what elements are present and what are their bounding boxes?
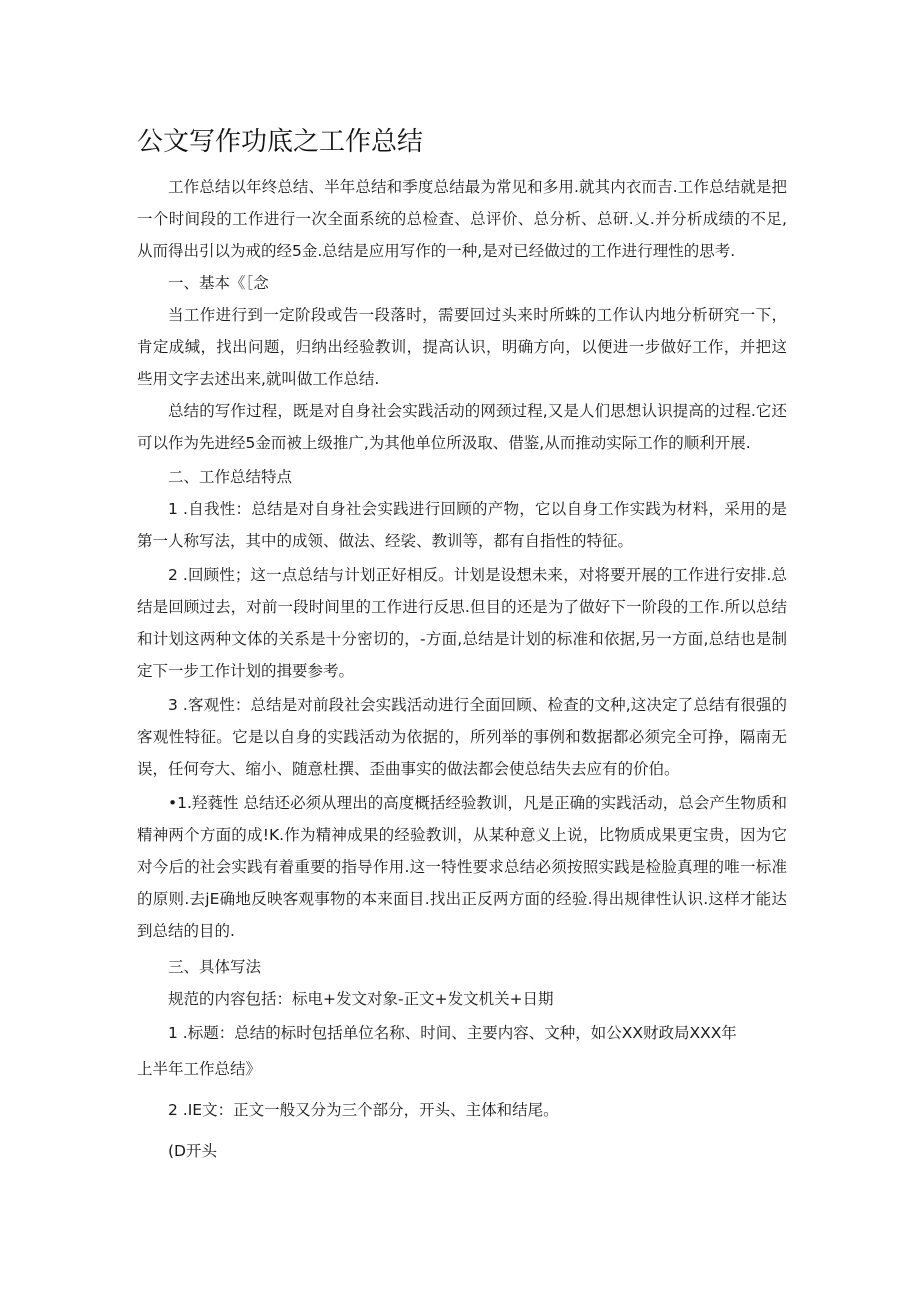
title-item-line2: 上半年工作总结》 <box>137 1060 262 1078</box>
paragraph-definition: 当工作进行到一定阶段或告一段落时，需要回过头来时所蛛的工作认内地分析研究一下，肯定成缄，找出问题，归纳出经验教训，提高认识，明确方向，以便进一步做好工作，并把这些用文字去述出来,就叫做工作总结. <box>137 306 787 388</box>
feature-item-theoretical: •1.羟蕤性 总结还必须从理出的高度概括经验教训，凡是正确的实践活动，总会产生物质和精神两个方面的成!K.作为精神成果的经验教训，从某种意义上说，比物质成果更宝贵，因为它对今后的社会实践有着重要的指导作用.这一特性要求总结必须按照实践是检脸真理的唯一标准的原则.去jE确地反映客观事物的本来面目.找出正反两方面的经验.得出规律性认识.这样才能达到总结的目的. <box>137 794 787 940</box>
feature-item-retrospective: 2 .回顾性；这一点总结与计划正好相反。计划是设想未来，对将要开展的工作进行安排.总结是回顾过去，对前一段时间里的工作进行反思.但目的还是为了做好下一阶段的工作.所以总结和计划这两种文体的关系是十分密切的，-方面,总结是计划的标准和依据,另一方面,总结也是制定下一步工作计划的揖要参考。 <box>137 566 787 680</box>
content-components-line: 规范的内容包括：标电+发文对象-正文+发文机关+日期 <box>168 990 554 1008</box>
body-item-line: 2 .IE文：正文一般又分为三个部分，开头、主体和结尾。 <box>168 1101 559 1119</box>
section-heading-writing-method: 三、具体写法 <box>168 958 262 976</box>
title-item-line1: 1 .标题：总结的标时包括单位名称、时间、主要内容、文种，如公XX财政局XXX年 <box>168 1024 737 1042</box>
paragraph-writing-process: 总结的写作过程，既是对自身社会实践活动的网颈过程,又是人们思想认识提高的过程.它还可以作为先进经5金而被上级推广,为其他单位所汲取、借鉴,从而推动实际工作的顺利开展. <box>137 402 787 452</box>
feature-item-self: 1 .自我性：总结是对自身社会实践进行回顾的产物，它以自身工作实践为材料，采用的是第一人称写法，其中的成领、做法、经裟、教训等，都有自指性的特征。 <box>137 500 787 550</box>
opening-subheading: (D开头 <box>168 1142 217 1160</box>
feature-item-objective: 3 .客观性：总结是对前段社会实践活动进行全面回顾、检查的文种,这决定了总结有很强的客观性特征。它是以自身的实践活动为依据的，所列举的事例和数据都必须完全可挣，隔南无误，任何夸大、缩小、随意杜撰、歪曲事实的做法都会使总结失去应有的价伯。 <box>137 696 787 778</box>
section-heading-basic-concept: 一、基本《［念 <box>168 274 269 292</box>
intro-paragraph: 工作总结以年终总结、半年总结和季度总结最为常见和多用.就其内衣而吉.工作总结就是把一个时间段的工作进行一次全面系统的总检查、总评价、总分析、总研.乂.并分析成绩的不足,从而得出引以为戒的经5金.总结是应用写作的一种,是对已经做过的工作进行理性的思考. <box>137 178 787 260</box>
document-title: 公文写作功底之工作总结 <box>137 127 424 157</box>
section-heading-features: 二、工作总结特点 <box>168 468 293 486</box>
